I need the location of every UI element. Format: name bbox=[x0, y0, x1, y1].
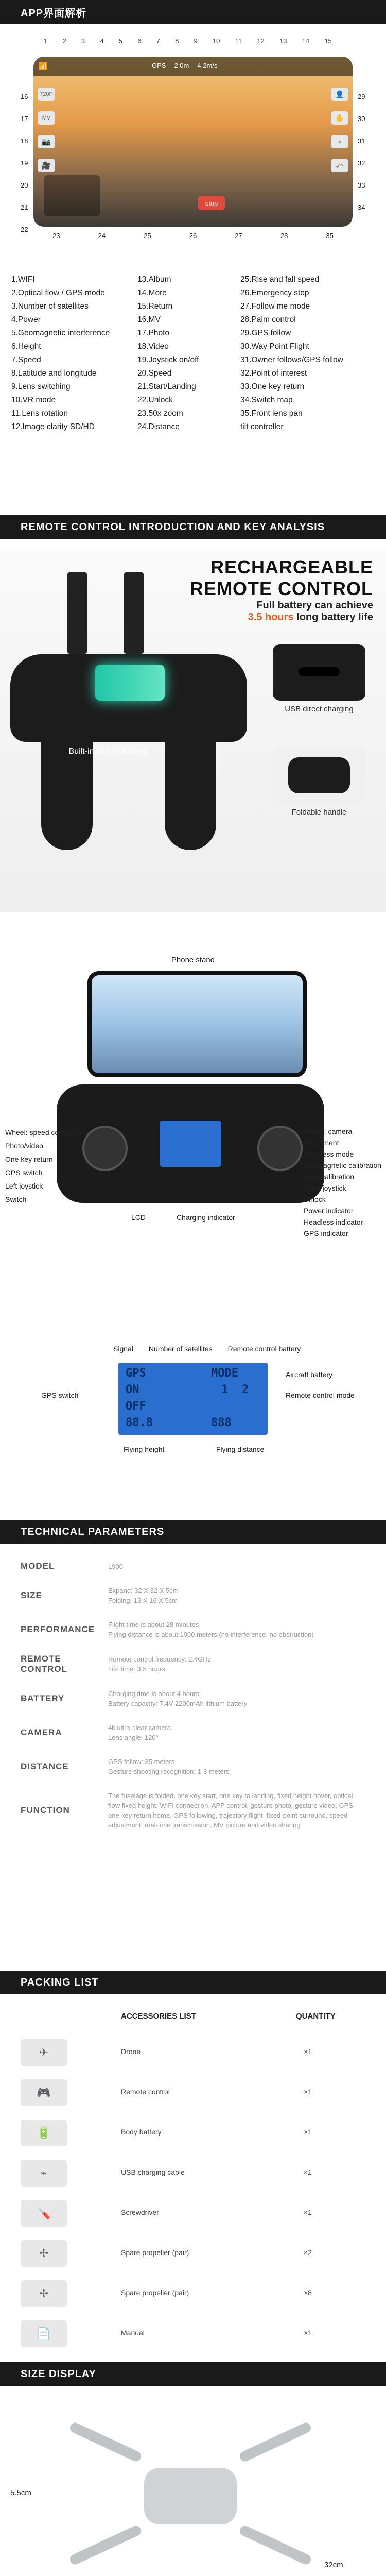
tech-key: DISTANCE bbox=[21, 1761, 69, 1771]
legend-item: 34.Switch map bbox=[240, 396, 293, 404]
tech-value: GPS follow: 35 meters Gesture shooting recognition: 1-3 meters bbox=[108, 1758, 230, 1775]
legend-item: 21.Start/Landing bbox=[137, 382, 196, 391]
propeller-icon: ✢ bbox=[21, 2240, 67, 2267]
section-title: APP界面解析 bbox=[21, 7, 87, 19]
legend-row bbox=[11, 353, 377, 367]
rc-right-label: Unlock bbox=[304, 1195, 326, 1204]
right-callouts: 29 30 31 32 33 34 bbox=[358, 93, 365, 211]
size-top-depth: 32cm bbox=[324, 2561, 343, 2569]
drone-unfolded bbox=[57, 2427, 324, 2561]
usb-inset bbox=[273, 644, 365, 701]
packing-item bbox=[0, 2276, 386, 2316]
legend-item: 29.GPS follow bbox=[240, 329, 291, 337]
packing-item-name: USB charging cable bbox=[121, 2168, 185, 2176]
legend-item: 14.More bbox=[137, 289, 167, 297]
drone-body bbox=[144, 2468, 237, 2524]
tech-row bbox=[21, 1561, 371, 1571]
rc-subtitle: Full battery can achieve 3.5 hours long battery life bbox=[248, 600, 373, 623]
rc-right-label: Gyro calibration bbox=[304, 1173, 355, 1181]
packing-item bbox=[0, 2035, 386, 2075]
legend-item: 12.Image clarity SD/HD bbox=[11, 422, 95, 431]
rc-hero bbox=[0, 551, 386, 912]
rc-right-label: Power indicator bbox=[304, 1207, 354, 1215]
rc-title-line1: RECHARGEABLE bbox=[210, 556, 373, 578]
palm-control-icon[interactable]: ✋ bbox=[331, 111, 348, 125]
legend-item: 16.MV bbox=[137, 315, 161, 324]
rc-right-label: Headless mode bbox=[304, 1150, 354, 1158]
manual-icon: 📄 bbox=[21, 2320, 67, 2347]
app-legend bbox=[11, 273, 377, 434]
section-header-rc bbox=[0, 515, 386, 539]
legend-item: 33.One key return bbox=[240, 382, 305, 391]
tech-value: 4k ultra-clear camera Lens angle: 120° bbox=[108, 1724, 171, 1741]
section-header-tech bbox=[0, 1520, 386, 1544]
legend-item: 26.Emergency stop bbox=[240, 289, 309, 297]
legend-item: 10.VR mode bbox=[11, 396, 56, 404]
video-icon[interactable]: 🎥 bbox=[38, 159, 55, 172]
tech-row bbox=[21, 1654, 371, 1674]
left-callouts: 16 17 18 19 20 21 22 bbox=[21, 93, 28, 233]
tech-row bbox=[21, 1586, 371, 1605]
rc-left-label: GPS switch bbox=[5, 1168, 43, 1177]
emergency-stop-button[interactable]: stop bbox=[198, 196, 225, 210]
legend-item: 20.Speed bbox=[137, 369, 172, 378]
battery-label: Built-in lithium battery bbox=[68, 747, 148, 756]
packing-item-qty: ×1 bbox=[304, 2047, 312, 2056]
packing-item-name: Drone bbox=[121, 2047, 141, 2056]
rc-left-label: Left joystick bbox=[5, 1182, 43, 1190]
return-icon[interactable]: ⤺ bbox=[331, 159, 348, 172]
flying-height-label: Flying height bbox=[124, 1445, 165, 1453]
rc-right-label: Wheel: camera adjustment bbox=[304, 1127, 353, 1147]
tech-value: Remote control frequency: 2.4GHz Life time: 3.5 hours bbox=[108, 1655, 212, 1673]
tech-key: PERFORMANCE bbox=[21, 1624, 95, 1634]
height-readout: 2.0m bbox=[174, 62, 189, 70]
gps-mode-label: GPS bbox=[152, 62, 166, 70]
lcd-panel: GPS ON OFF MODE 1 2 88.8 888 bbox=[118, 1363, 268, 1435]
packing-item-qty: ×2 bbox=[304, 2248, 312, 2257]
rc-right-labels bbox=[304, 1126, 386, 1239]
flying-distance-label: Flying distance bbox=[216, 1445, 265, 1453]
rc-title-line2: REMOTE CONTROL bbox=[190, 578, 373, 599]
rc-left-labels bbox=[5, 1126, 93, 1206]
phone-stand-label: Phone stand bbox=[171, 956, 215, 964]
tech-row bbox=[21, 1723, 371, 1742]
section-title: PACKING LIST bbox=[21, 1976, 99, 1988]
section-title: TECHNICAL PARAMETERS bbox=[21, 1526, 165, 1537]
legend-item: 19.Joystick on/off bbox=[137, 355, 199, 364]
tech-key: CAMERA bbox=[21, 1727, 62, 1737]
tech-key: MODEL bbox=[21, 1561, 55, 1571]
legend-row bbox=[11, 327, 377, 340]
tech-key: SIZE bbox=[21, 1590, 42, 1600]
drone-icon: ✈ bbox=[21, 2039, 67, 2066]
legend-row bbox=[11, 300, 377, 313]
legend-item: 4.Power bbox=[11, 315, 41, 324]
legend-item: 11.Lens rotation bbox=[11, 409, 68, 418]
rc-key-diagram bbox=[0, 956, 386, 1347]
legend-item: 18.Video bbox=[137, 342, 169, 351]
gps-follow-icon[interactable]: ⌖ bbox=[331, 135, 348, 148]
packing-list bbox=[0, 2035, 386, 2357]
legend-item: 23.50x zoom bbox=[137, 409, 183, 418]
lcd-screen bbox=[160, 1121, 221, 1167]
arm-rear-left bbox=[68, 2524, 143, 2566]
legend-item: 22.Unlock bbox=[137, 396, 173, 404]
tech-row bbox=[21, 1620, 371, 1639]
legend-row bbox=[11, 286, 377, 300]
top-callouts: 1 2 3 4 5 6 7 8 9 10 11 12 13 14 15 bbox=[44, 37, 332, 45]
legend-row bbox=[11, 420, 377, 434]
packing-item-name: Spare propeller (pair) bbox=[121, 2289, 189, 2297]
mv-button[interactable]: MV bbox=[38, 111, 55, 125]
arm-rear-right bbox=[238, 2524, 312, 2566]
handle-label: Foldable handle bbox=[291, 808, 347, 817]
rc-mode-label: Remote control mode bbox=[286, 1391, 355, 1399]
tech-value: Expand: 32 X 32 X 5cm Folding: 13 X 16 X 5cm bbox=[108, 1587, 179, 1604]
right-toolbar bbox=[331, 88, 348, 172]
speed-readout: 4.2m/s bbox=[197, 62, 218, 70]
legend-item: 30.Way Point Flight bbox=[240, 342, 309, 351]
legend-item: tilt controller bbox=[240, 422, 284, 431]
rc-right-label: Right joystick bbox=[304, 1184, 346, 1192]
lcd-top-labels: Signal Number of satellites Remote control battery bbox=[113, 1345, 301, 1353]
packing-item-name: Screwdriver bbox=[121, 2208, 159, 2216]
tech-row bbox=[21, 1757, 371, 1776]
arm-front-right bbox=[238, 2421, 312, 2463]
packing-item bbox=[0, 2115, 386, 2156]
bottom-callouts: 23 24 25 26 27 28 35 bbox=[52, 232, 334, 240]
packing-item-qty: ×1 bbox=[304, 2088, 312, 2096]
legend-item: 13.Album bbox=[137, 275, 171, 284]
battery-icon bbox=[95, 665, 165, 701]
legend-item: 1.WIFI bbox=[11, 275, 35, 284]
legend-item: 27.Follow me mode bbox=[240, 302, 310, 311]
legend-item: 7.Speed bbox=[11, 355, 41, 364]
rc-right-label: GPS indicator bbox=[304, 1229, 348, 1238]
tech-row bbox=[21, 1689, 371, 1708]
packing-item-name: Manual bbox=[121, 2329, 145, 2337]
folded-handle-icon bbox=[288, 757, 350, 793]
packing-item bbox=[0, 2316, 386, 2357]
legend-item: 35.Front lens pan bbox=[240, 409, 303, 418]
section-title: SIZE DISPLAY bbox=[21, 2368, 96, 2380]
rc-left-label: Photo/video bbox=[5, 1142, 43, 1150]
follow-me-icon[interactable]: 👤 bbox=[331, 88, 348, 101]
packing-item-name: Body battery bbox=[121, 2128, 162, 2136]
packing-item-name: Remote control bbox=[121, 2088, 170, 2096]
tech-table bbox=[21, 1561, 371, 1844]
usb-port-icon bbox=[299, 667, 340, 676]
legend-item: 17.Photo bbox=[137, 329, 170, 337]
section-header-size bbox=[0, 2362, 386, 2386]
legend-row bbox=[11, 340, 377, 353]
packing-col1: ACCESSORIES LIST bbox=[121, 2012, 196, 2021]
packing-item-qty: ×1 bbox=[304, 2208, 312, 2216]
photo-icon[interactable]: 📷 bbox=[38, 135, 55, 148]
packing-item bbox=[0, 2156, 386, 2196]
rc-right-label: Geomagnetic calibration bbox=[304, 1161, 381, 1170]
tech-key: FUNCTION bbox=[21, 1805, 70, 1815]
tech-value: Charging time is about 4 hours Battery capacity: 7.4V 2200mAh lithium battery bbox=[108, 1690, 248, 1707]
legend-row bbox=[11, 313, 377, 327]
legend-item: 2.Optical flow / GPS mode bbox=[11, 289, 105, 297]
section-header-packing bbox=[0, 1971, 386, 1994]
packing-item-qty: ×1 bbox=[304, 2168, 312, 2176]
right-joystick[interactable] bbox=[257, 1126, 303, 1171]
screwdriver-icon: 🪛 bbox=[21, 2200, 67, 2227]
packing-item-qty: ×8 bbox=[304, 2289, 312, 2297]
tech-value: Flight time is about 28 minutes Flying distance is about 1000 meters (no interference, no obstruction) bbox=[108, 1621, 314, 1638]
aircraft-battery-label: Aircraft battery bbox=[286, 1370, 333, 1379]
left-toolbar bbox=[38, 88, 55, 172]
packing-item bbox=[0, 2075, 386, 2115]
tech-key: BATTERY bbox=[21, 1693, 65, 1703]
right-grip bbox=[165, 726, 216, 850]
packing-item-qty: ×1 bbox=[304, 2128, 312, 2136]
app-screenshot bbox=[33, 57, 353, 227]
tech-key: REMOTE CONTROL bbox=[21, 1654, 68, 1674]
section-header-app bbox=[0, 0, 386, 24]
arm-front-left bbox=[68, 2421, 143, 2463]
tech-row bbox=[21, 1791, 371, 1830]
rc-right-label: Headless indicator bbox=[304, 1218, 363, 1226]
legend-item: 24.Distance bbox=[137, 422, 180, 431]
legend-item: 9.Lens switching bbox=[11, 382, 71, 391]
rc-left-label: One key return bbox=[5, 1155, 53, 1163]
legend-row bbox=[11, 273, 377, 286]
gps-switch-label: GPS switch bbox=[41, 1391, 79, 1399]
packing-item bbox=[0, 2196, 386, 2236]
rc-left-label: Switch bbox=[5, 1195, 27, 1204]
rc-title-block bbox=[190, 556, 373, 623]
packing-item bbox=[0, 2236, 386, 2276]
legend-item: 15.Return bbox=[137, 302, 173, 311]
legend-item: 28.Palm control bbox=[240, 315, 296, 324]
section-title: REMOTE CONTROL INTRODUCTION AND KEY ANALYSIS bbox=[21, 521, 325, 533]
legend-item: 32.Point of interest bbox=[240, 369, 307, 378]
legend-row bbox=[11, 407, 377, 420]
battery-icon: 🔋 bbox=[21, 2120, 67, 2146]
propeller-icon: ✢ bbox=[21, 2280, 67, 2307]
handle-inset bbox=[273, 747, 365, 804]
remote-icon: 🎮 bbox=[21, 2079, 67, 2106]
image-clarity-button[interactable]: 720P bbox=[38, 88, 55, 101]
lcd-detail bbox=[0, 1345, 386, 1463]
rc-bottom-labels: LCD Charging indicator bbox=[131, 1213, 235, 1222]
rc-left-label: Wheel: speed conversion bbox=[5, 1128, 86, 1137]
legend-item: 31.Owner follows/GPS follow bbox=[240, 355, 343, 364]
packing-item-qty: ×1 bbox=[304, 2329, 312, 2337]
size-top-height: 5.5cm bbox=[10, 2488, 31, 2497]
legend-item: 25.Rise and fall speed bbox=[240, 275, 320, 284]
legend-item: 3.Number of satellites bbox=[11, 302, 89, 311]
remote-top-view bbox=[57, 1084, 324, 1203]
usb-label: USB direct charging bbox=[285, 705, 354, 714]
packing-col2: QUANTITY bbox=[296, 2012, 336, 2021]
left-antenna bbox=[67, 572, 87, 654]
mini-map[interactable] bbox=[44, 175, 100, 216]
tech-value: L900 bbox=[108, 1562, 123, 1570]
phone bbox=[87, 971, 307, 1077]
tech-value: The fuselage is folded, one key start, one key to landing, fixed height hover, optical flow fixed height, WIFI connection, APP control, gesture photo, gesture video, GPS one-key return home, GPS following, trajectory flight, fixed-point surround, speed adjustment, real-time transmission, MV picture and video sharing bbox=[108, 1792, 353, 1829]
size-display bbox=[0, 2396, 386, 2576]
legend-item: 5.Geomagnetic interference bbox=[11, 329, 110, 337]
legend-item: 8.Latitude and longitude bbox=[11, 369, 97, 378]
legend-row bbox=[11, 380, 377, 394]
packing-item-name: Spare propeller (pair) bbox=[121, 2248, 189, 2257]
cable-icon: ⌁ bbox=[21, 2160, 67, 2187]
legend-row bbox=[11, 394, 377, 407]
legend-row bbox=[11, 367, 377, 380]
right-antenna bbox=[124, 572, 144, 654]
wifi-icon: 📶 bbox=[39, 62, 48, 70]
left-grip bbox=[41, 726, 93, 850]
legend-item: 6.Height bbox=[11, 342, 41, 351]
